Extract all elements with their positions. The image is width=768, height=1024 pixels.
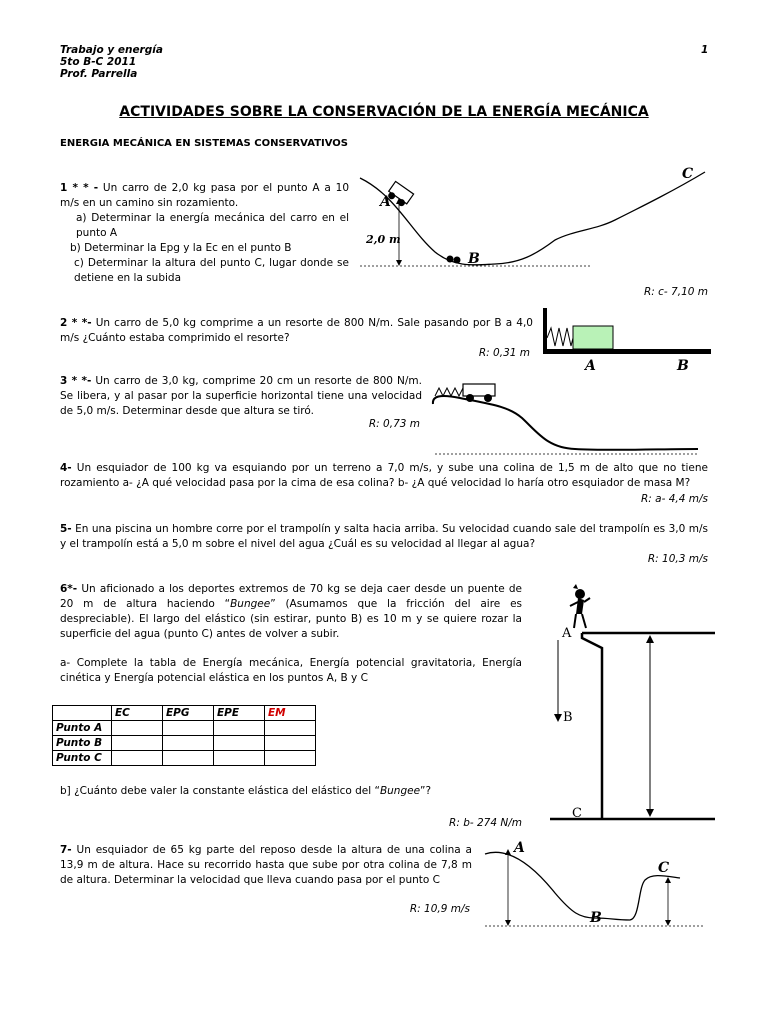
page-number: 1 — [701, 44, 709, 56]
table-row — [53, 751, 316, 766]
problem-2-answer: R: 0,31 m — [478, 347, 530, 359]
problem-7-label-c: C — [658, 860, 670, 876]
table-cell[interactable] — [214, 751, 265, 766]
problem-5-answer: R: 10,3 m/s — [647, 553, 708, 565]
energy-table-header-epe: EPE — [214, 706, 265, 721]
section-subtitle: ENERGIA MECÁNICA EN SISTEMAS CONSERVATIVOS — [60, 138, 348, 149]
table-cell[interactable] — [163, 751, 214, 766]
energy-table — [52, 705, 316, 766]
problem-6-label-a: A — [562, 626, 572, 641]
energy-table-row-label: Punto C — [53, 751, 112, 766]
table-cell[interactable] — [265, 751, 316, 766]
energy-table-header-row — [53, 706, 316, 721]
problem-1-part-c: c) Determinar la altura del punto C, lugar donde se detiene en la subida — [74, 257, 349, 284]
energy-table-corner — [53, 706, 112, 721]
problem-6-part-b: b] ¿Cuánto debe valer la constante elástica del elástico del “Bungee”? — [60, 785, 432, 797]
problem-2: 2 * *- Un carro de 5,0 kg comprime a un resorte de 800 N/m. Sale pasando por B a 4,0 m/s ¿Cuánto estaba comprimido el resorte? — [60, 317, 533, 344]
header-course: Trabajo y energía — [60, 44, 163, 56]
problem-3-answer: R: 0,73 m — [368, 418, 420, 430]
problem-1-statement: 1 * * - Un carro de 2,0 kg pasa por el punto A a 10 m/s en un camino sin rozamiento. — [60, 182, 349, 209]
problem-7: 7- Un esquiador de 65 kg parte del reposo desde la altura de una colina a 13,9 m de altura. Hace su recorrido hasta que sube por otra colina de 7,8 m de altura. Determinar la velocidad que lleva cuando pasa por el punto C — [60, 844, 472, 886]
problem-6-label-c: C — [572, 806, 582, 821]
header-teacher: Prof. Parrella — [60, 68, 138, 80]
problem-5: 5- En una piscina un hombre corre por el trampolín y salta hacia arriba. Su velocidad cuando sale del trampolín es 3,0 m/s y el trampolín está a 5,0 m sobre el nivel del agua ¿Cuál es su velocidad al llegar al agua? — [60, 523, 708, 550]
problem-7-label-a: A — [514, 840, 525, 856]
problem-6-bridge-figure — [540, 580, 720, 830]
energy-table-row-label: Punto A — [53, 721, 112, 736]
energy-table-header-em: EM — [265, 706, 316, 721]
table-cell[interactable] — [163, 736, 214, 751]
problem-6-label-b: B — [563, 710, 573, 725]
table-cell[interactable] — [265, 721, 316, 736]
table-cell[interactable] — [112, 736, 163, 751]
problem-2-label-a: A — [585, 358, 596, 374]
problem-2-label-b: B — [677, 358, 689, 374]
problem-1-track-figure — [355, 160, 715, 275]
table-cell[interactable] — [163, 721, 214, 736]
problem-3: 3 * *- Un carro de 3,0 kg, comprime 20 cm un resorte de 800 N/m. Se libera, y al pasar por la superficie horizontal tiene una velocidad de 5,0 m/s. Determinar desde que altura se tiró. — [60, 375, 422, 417]
table-row — [53, 721, 316, 736]
energy-table-row-label: Punto B — [53, 736, 112, 751]
problem-7-answer: R: 10,9 m/s — [409, 903, 470, 915]
bungee-jumper-icon — [570, 584, 590, 628]
page-title: ACTIVIDADES SOBRE LA CONSERVACIÓN DE LA ENERGÍA MECÁNICA — [119, 104, 649, 120]
problem-3-ramp-figure — [430, 378, 705, 458]
energy-table-header-ec: EC — [112, 706, 163, 721]
table-cell[interactable] — [112, 721, 163, 736]
problem-1-answer: R: c- 7,10 m — [643, 286, 708, 298]
problem-1 — [60, 181, 349, 286]
problem-1-height-label: 2,0 m — [366, 233, 401, 246]
problem-1-label-b: B — [468, 251, 480, 267]
problem-4: 4- Un esquiador de 100 kg va esquiando por un terreno a 7,0 m/s, y sube una colina de 1,5 m de alto que no tiene rozamiento a- ¿A qué velocidad pasa por la cima de esa colina? b- ¿A qué velocidad lo haría otro esquiador de masa M? — [60, 462, 708, 489]
table-row — [53, 736, 316, 751]
energy-table-header-epg: EPG — [163, 706, 214, 721]
table-cell[interactable] — [214, 736, 265, 751]
problem-4-answer: R: a- 4,4 m/s — [640, 493, 708, 505]
table-cell[interactable] — [112, 751, 163, 766]
table-cell[interactable] — [265, 736, 316, 751]
table-cell[interactable] — [214, 721, 265, 736]
problem-6-part-a: a- Complete la tabla de Energía mecánica, Energía potencial gravitatoria, Energía cinética y Energía potencial elástica en los puntos A, B y C — [60, 657, 522, 684]
problem-6-answer: R: b- 274 N/m — [449, 817, 522, 829]
problem-1-part-a: a) Determinar la energía mecánica del carro en el punto A — [76, 212, 349, 239]
problem-6: 6*- Un aficionado a los deportes extremos de 70 kg se deja caer desde un puente de 20 m de altura haciendo “Bungee” (Asumamos que la fricción del aire es despreciable). El largo del elástico (sin estirar, punto B) es 10 m y se quiere rozar la superficie del agua (punto C) antes de volver a subir. — [60, 583, 523, 640]
problem-2-spring-figure — [543, 308, 713, 358]
problem-1-part-b: b) Determinar la Epg y la Ec en el punto B — [70, 242, 292, 254]
problem-1-label-a: A — [380, 194, 391, 210]
problem-7-label-b: B — [590, 910, 602, 926]
header-class: 5to B-C 2011 — [60, 56, 137, 68]
problem-1-label-c: C — [682, 166, 694, 182]
